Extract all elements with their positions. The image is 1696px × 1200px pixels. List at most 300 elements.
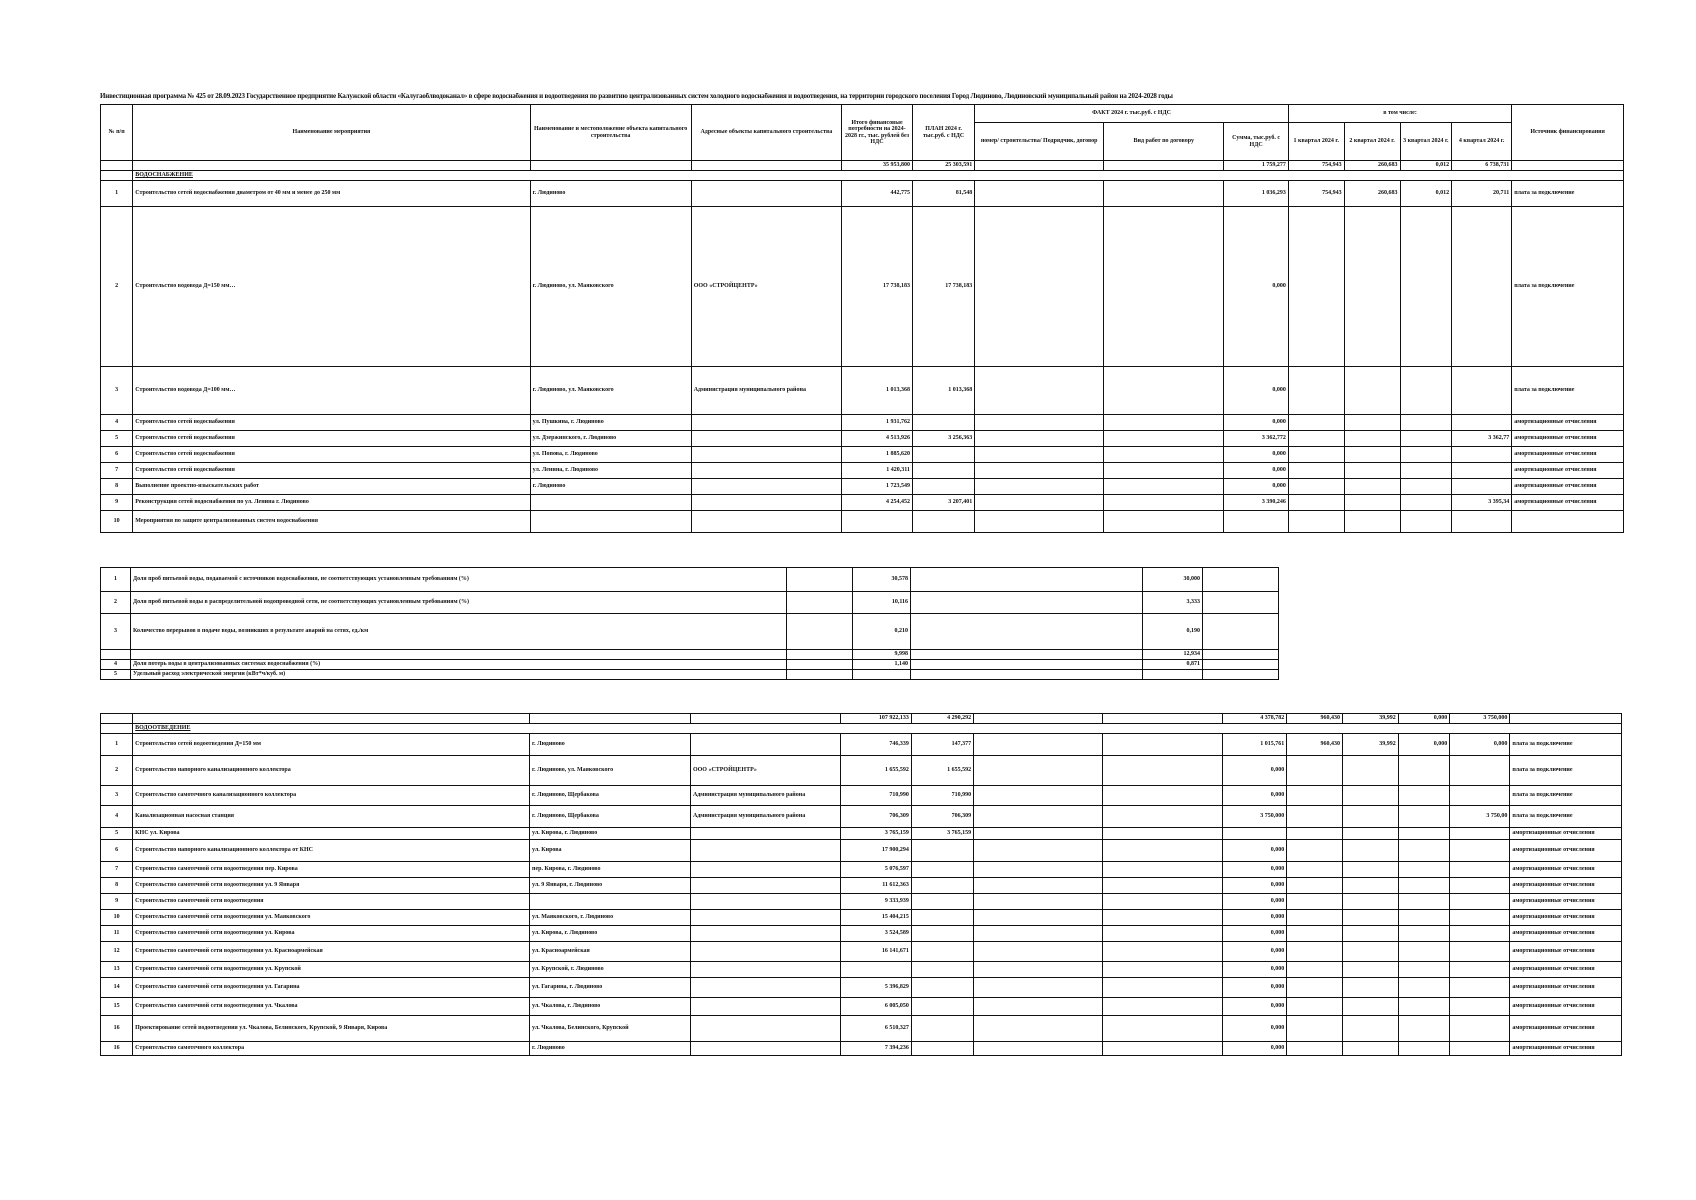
- row-q1: [1287, 910, 1343, 926]
- row-num: 8: [101, 878, 133, 894]
- row-contractor: [691, 511, 841, 533]
- row-q2: [1343, 978, 1399, 998]
- row-fact-work: [1102, 828, 1222, 840]
- row-name: Строительство самотечной сети водоотведения ул. Кирова: [133, 926, 530, 942]
- row-fact-sum: 0,000: [1222, 756, 1286, 786]
- col-fact-work: Вид работ по договору: [1104, 123, 1224, 161]
- row-q4: [1452, 463, 1512, 479]
- row-contractor: ООО «СТРОЙЦЕНТР»: [691, 207, 841, 367]
- row-q1: [1287, 942, 1343, 962]
- row-source: плата за подключение: [1510, 806, 1622, 828]
- row-total: 5 076,597: [841, 862, 912, 878]
- row-fact-work: [1102, 756, 1222, 786]
- totals-name: [133, 161, 530, 171]
- indicator-plan: [853, 669, 911, 679]
- row-contractor: [690, 998, 840, 1016]
- row-location: г. Людиново, ул. Маяковского: [530, 207, 691, 367]
- row-fact-sum: 0,000: [1222, 998, 1286, 1016]
- row-q2: [1343, 962, 1399, 978]
- row-fact-work: [1102, 878, 1222, 894]
- indicator-num: 1: [101, 568, 131, 592]
- row-num: 10: [101, 511, 133, 533]
- row-q2: [1344, 511, 1400, 533]
- indicator-blank-3: [1203, 659, 1279, 669]
- row-total: 5 396,829: [841, 978, 912, 998]
- row-q1: [1287, 1042, 1343, 1056]
- table-row: [101, 1042, 1622, 1056]
- row-q1: [1287, 828, 1343, 840]
- row-q4: [1452, 447, 1512, 463]
- row-q1: [1288, 479, 1344, 495]
- row-source: амортизационные отчисления: [1512, 479, 1624, 495]
- col-location: Наименование и местоположение объекта капитального строительства: [530, 105, 691, 161]
- table-row: [101, 415, 1624, 431]
- row-fact-contract: [975, 447, 1104, 463]
- row-fact-sum: 0,000: [1222, 910, 1286, 926]
- indicator-name: Доля проб питьевой воды в распределительной водопроводной сети, не соответствующих установленным требованиям (%): [131, 592, 787, 614]
- row-q3: [1398, 942, 1449, 962]
- row-q3: [1400, 495, 1452, 511]
- row-q2: [1343, 756, 1399, 786]
- row-fact-contract: [975, 415, 1104, 431]
- row-contractor: [691, 463, 841, 479]
- row-source: амортизационные отчисления: [1510, 910, 1622, 926]
- sewer-table: [100, 713, 1622, 1056]
- table-row: [101, 806, 1622, 828]
- totals-fact-contract: [975, 161, 1104, 171]
- row-q2: [1344, 367, 1400, 415]
- row-fact-work: [1102, 734, 1222, 756]
- row-fact-sum: 0,000: [1222, 1016, 1286, 1042]
- row-q3: [1398, 786, 1449, 806]
- row-fact-contract: [975, 495, 1104, 511]
- row-fact-sum: [1224, 511, 1288, 533]
- indicator-fact: 30,000: [1143, 568, 1203, 592]
- row-location: г. Людиново, Щербакова: [530, 806, 691, 828]
- row-q1: [1288, 207, 1344, 367]
- col-contractor: Адресные объекты капитального строительства: [691, 105, 841, 161]
- row-fact-contract: [975, 431, 1104, 447]
- row-q2: [1343, 878, 1399, 894]
- row-q4: [1452, 511, 1512, 533]
- row-contractor: [691, 431, 841, 447]
- row-source: амортизационные отчисления: [1510, 862, 1622, 878]
- row-q1: [1288, 447, 1344, 463]
- row-num: 2: [101, 756, 133, 786]
- row-name: Строительство сетей водоотведения Д=150 мм: [133, 734, 530, 756]
- totals-location: [530, 714, 691, 724]
- row-fact-work: [1102, 962, 1222, 978]
- row-source: плата за подключение: [1512, 181, 1624, 207]
- row-contractor: Администрация муниципального района: [690, 786, 840, 806]
- row-num: 2: [101, 207, 133, 367]
- row-location: ул. Крупской, г. Людиново: [530, 962, 691, 978]
- indicator-plan: 1,140: [853, 659, 911, 669]
- row-fact-work: [1104, 511, 1224, 533]
- row-q3: [1400, 511, 1452, 533]
- row-plan: [912, 511, 974, 533]
- row-num: 1: [101, 181, 133, 207]
- indicator-blank-3: [1203, 568, 1279, 592]
- row-location: пер. Кирова, г. Людиново: [530, 862, 691, 878]
- row-q2: [1343, 1016, 1399, 1042]
- row-name: Строительство самотечной сети водоотведения ул. 9 Января: [133, 878, 530, 894]
- row-plan: [911, 894, 973, 910]
- row-q1: [1287, 998, 1343, 1016]
- totals-q3: 0,000: [1398, 714, 1449, 724]
- row-plan: [911, 1016, 973, 1042]
- indicator-num: 2: [101, 592, 131, 614]
- row-fact-sum: 0,000: [1222, 786, 1286, 806]
- totals-contractor: [690, 714, 840, 724]
- row-name: Строительство самотечной сети водоотведения ул. Красноармейская: [133, 942, 530, 962]
- row-num: 16: [101, 1016, 133, 1042]
- row-total: 6 005,050: [841, 998, 912, 1016]
- row-source: амортизационные отчисления: [1512, 415, 1624, 431]
- row-q3: [1398, 828, 1449, 840]
- row-q3: [1400, 447, 1452, 463]
- totals-fact-contract: [974, 714, 1103, 724]
- totals-fact-work: [1104, 161, 1224, 171]
- row-name: Проектирование сетей водоотведения ул. Чкалова, Белинского, Крупской, 9 Января, Кирова: [133, 1016, 530, 1042]
- row-fact-contract: [975, 367, 1104, 415]
- table-row: [101, 998, 1622, 1016]
- row-contractor: [690, 1016, 840, 1042]
- table-row: [101, 978, 1622, 998]
- row-num: 7: [101, 862, 133, 878]
- row-q1: [1288, 415, 1344, 431]
- totals-q1: 960,430: [1287, 714, 1343, 724]
- indicator-blank-3: [1203, 614, 1279, 650]
- row-plan: [911, 1042, 973, 1056]
- row-location: г. Людиново: [530, 734, 691, 756]
- row-fact-work: [1104, 431, 1224, 447]
- row-contractor: Администрация муниципального района: [691, 367, 841, 415]
- row-num: 4: [101, 806, 133, 828]
- row-fact-work: [1102, 942, 1222, 962]
- indicator-num: [101, 650, 131, 660]
- totals-q1: 754,943: [1288, 161, 1344, 171]
- row-num: 12: [101, 942, 133, 962]
- row-q4: [1450, 756, 1510, 786]
- totals-q3: 0,012: [1400, 161, 1452, 171]
- row-q3: [1400, 479, 1452, 495]
- indicator-blank-2: [911, 669, 1143, 679]
- row-source: амортизационные отчисления: [1510, 978, 1622, 998]
- row-location: ул. Попова, г. Людиново: [530, 447, 691, 463]
- row-q4: [1450, 978, 1510, 998]
- row-total: 746,339: [841, 734, 912, 756]
- table-row: [101, 367, 1624, 415]
- totals-contractor: [691, 161, 841, 171]
- col-quarters-group: в том числе:: [1288, 105, 1511, 123]
- totals-source: [1510, 714, 1622, 724]
- row-q4: [1450, 828, 1510, 840]
- row-contractor: Администрация муниципального района: [690, 806, 840, 828]
- row-fact-sum: 0,000: [1224, 415, 1288, 431]
- row-source: амортизационные отчисления: [1510, 942, 1622, 962]
- section-num: [101, 171, 133, 181]
- indicator-plan: 10,116: [853, 592, 911, 614]
- row-plan: 1 655,592: [911, 756, 973, 786]
- row-source: плата за подключение: [1512, 367, 1624, 415]
- indicator-fact: 12,934: [1143, 650, 1203, 660]
- row-location: г. Людиново: [530, 1042, 691, 1056]
- row-fact-work: [1104, 479, 1224, 495]
- row-fact-sum: 0,000: [1222, 926, 1286, 942]
- row-fact-sum: 0,000: [1222, 1042, 1286, 1056]
- row-q3: [1398, 1042, 1449, 1056]
- row-fact-work: [1104, 447, 1224, 463]
- indicator-row: [101, 568, 1279, 592]
- table-row: [101, 479, 1624, 495]
- section-title-row: [101, 171, 1624, 181]
- row-fact-contract: [974, 894, 1103, 910]
- row-q2: [1343, 942, 1399, 962]
- row-fact-work: [1102, 1042, 1222, 1056]
- row-q1: [1287, 962, 1343, 978]
- indicator-blank-3: [1203, 650, 1279, 660]
- row-contractor: ООО «СТРОЙЦЕНТР»: [690, 756, 840, 786]
- row-q3: [1400, 207, 1452, 367]
- row-contractor: [690, 878, 840, 894]
- row-plan: [912, 415, 974, 431]
- row-plan: [912, 463, 974, 479]
- row-q3: [1398, 926, 1449, 942]
- row-plan: 3 256,363: [912, 431, 974, 447]
- row-q2: [1343, 926, 1399, 942]
- row-location: ул. Чкалова, г. Людиново: [530, 998, 691, 1016]
- row-fact-contract: [974, 926, 1103, 942]
- row-location: г. Людиново: [530, 479, 691, 495]
- row-fact-sum: 0,000: [1224, 447, 1288, 463]
- row-num: 3: [101, 786, 133, 806]
- indicator-blank-1: [787, 614, 853, 650]
- row-location: [530, 511, 691, 533]
- totals-q4: 6 738,731: [1452, 161, 1512, 171]
- row-name: Строительство сетей водоснабжения диаметром от 40 мм и менее до 250 мм: [133, 181, 530, 207]
- row-q2: [1343, 840, 1399, 862]
- row-q1: [1288, 367, 1344, 415]
- table-row: [101, 910, 1622, 926]
- row-fact-work: [1102, 1016, 1222, 1042]
- row-q4: 3 395,34: [1452, 495, 1512, 511]
- row-source: амортизационные отчисления: [1512, 431, 1624, 447]
- row-num: 6: [101, 447, 133, 463]
- totals-total: 107 922,133: [841, 714, 912, 724]
- row-q2: [1344, 495, 1400, 511]
- row-fact-sum: 3 750,000: [1222, 806, 1286, 828]
- row-fact-sum: 1 036,293: [1224, 181, 1288, 207]
- row-plan: [911, 862, 973, 878]
- row-fact-contract: [974, 806, 1103, 828]
- row-q3: [1398, 1016, 1449, 1042]
- row-q4: [1450, 1042, 1510, 1056]
- row-name: Канализационная насосная станция: [133, 806, 530, 828]
- row-total: 1 655,592: [841, 756, 912, 786]
- table-row: [101, 431, 1624, 447]
- row-contractor: [690, 910, 840, 926]
- section-title: ВОДОСНАБЖЕНИЕ: [133, 171, 1624, 181]
- row-fact-sum: [1222, 828, 1286, 840]
- row-name: Выполнение проектно-изыскательских работ: [133, 479, 530, 495]
- row-q4: [1450, 1016, 1510, 1042]
- row-total: [842, 511, 913, 533]
- indicator-fact: [1143, 669, 1203, 679]
- row-total: 1 723,549: [842, 479, 913, 495]
- row-num: 6: [101, 840, 133, 862]
- row-contractor: [691, 495, 841, 511]
- row-total: 1 420,311: [842, 463, 913, 479]
- row-source: амортизационные отчисления: [1510, 878, 1622, 894]
- row-total: 17 900,294: [841, 840, 912, 862]
- col-q3: 3 квартал 2024 г.: [1400, 123, 1452, 161]
- table-row: [101, 926, 1622, 942]
- table-row: [101, 181, 1624, 207]
- table-row: [101, 840, 1622, 862]
- row-q1: [1287, 878, 1343, 894]
- totals-q2: 39,992: [1343, 714, 1399, 724]
- indicator-name: [131, 650, 787, 660]
- row-location: ул. Пушкина, г. Людиново: [530, 415, 691, 431]
- row-q2: [1343, 910, 1399, 926]
- row-q4: 20,711: [1452, 181, 1512, 207]
- row-q2: [1343, 806, 1399, 828]
- row-q3: [1398, 806, 1449, 828]
- row-q4: [1452, 415, 1512, 431]
- col-plan: ПЛАН 2024 г. тыс.руб. с НДС: [912, 105, 974, 161]
- row-source: амортизационные отчисления: [1510, 926, 1622, 942]
- indicator-name: Доля потерь воды в централизованных системах водоснабжения (%): [131, 659, 787, 669]
- row-location: г. Людиново, ул. Маяковского: [530, 756, 691, 786]
- row-total: 4 513,926: [842, 431, 913, 447]
- row-source: амортизационные отчисления: [1510, 998, 1622, 1016]
- row-q1: [1288, 495, 1344, 511]
- row-name: Строительство напорного канализационного коллектора: [133, 756, 530, 786]
- row-plan: 147,377: [911, 734, 973, 756]
- indicator-fact: 0,871: [1143, 659, 1203, 669]
- totals-source: [1512, 161, 1624, 171]
- row-plan: 710,990: [911, 786, 973, 806]
- totals-num: [101, 714, 133, 724]
- row-fact-contract: [975, 479, 1104, 495]
- totals-location: [530, 161, 691, 171]
- row-fact-contract: [974, 840, 1103, 862]
- row-source: амортизационные отчисления: [1512, 495, 1624, 511]
- col-fact-group: ФАКТ 2024 г. тыс.руб. с НДС: [975, 105, 1289, 123]
- indicator-num: 3: [101, 614, 131, 650]
- row-contractor: [691, 415, 841, 431]
- table-row: [101, 463, 1624, 479]
- table-row: [101, 878, 1622, 894]
- row-plan: [912, 447, 974, 463]
- row-q3: [1398, 894, 1449, 910]
- indicator-blank-1: [787, 592, 853, 614]
- row-total: 710,990: [841, 786, 912, 806]
- col-num: № п/п: [101, 105, 133, 161]
- indicator-plan: 30,578: [853, 568, 911, 592]
- row-location: ул. Ленина, г. Людиново: [530, 463, 691, 479]
- table-row: [101, 894, 1622, 910]
- row-fact-sum: 0,000: [1222, 942, 1286, 962]
- totals-fact-sum: 1 759,277: [1224, 161, 1288, 171]
- row-q3: [1398, 862, 1449, 878]
- row-source: амортизационные отчисления: [1510, 828, 1622, 840]
- indicator-blank-2: [911, 592, 1143, 614]
- row-plan: 1 013,368: [912, 367, 974, 415]
- indicator-row: [101, 592, 1279, 614]
- row-fact-work: [1102, 978, 1222, 998]
- row-location: ул. Кирова, г. Людиново: [530, 926, 691, 942]
- row-q1: [1287, 894, 1343, 910]
- row-fact-work: [1102, 894, 1222, 910]
- row-name: Строительство сетей водоснабжения: [133, 431, 530, 447]
- row-plan: [911, 962, 973, 978]
- row-contractor: [690, 978, 840, 998]
- row-fact-work: [1104, 207, 1224, 367]
- indicator-num: 4: [101, 659, 131, 669]
- row-location: ул. Гагарина, г. Людиново: [530, 978, 691, 998]
- row-plan: [911, 942, 973, 962]
- row-plan: 81,548: [912, 181, 974, 207]
- row-name: Строительство самотечного канализационного коллектора: [133, 786, 530, 806]
- row-q1: [1287, 1016, 1343, 1042]
- row-q2: [1344, 431, 1400, 447]
- row-name: Строительство самотечной сети водоотведения ул. Гагарина: [133, 978, 530, 998]
- row-q3: [1400, 431, 1452, 447]
- row-fact-sum: 0,000: [1224, 463, 1288, 479]
- row-q1: 960,430: [1287, 734, 1343, 756]
- row-q3: 0,012: [1400, 181, 1452, 207]
- row-name: Строительство водовода Д=100 мм…: [133, 367, 530, 415]
- row-q1: [1287, 806, 1343, 828]
- totals-fact-work: [1102, 714, 1222, 724]
- row-q2: [1343, 1042, 1399, 1056]
- indicator-blank-1: [787, 659, 853, 669]
- indicator-row: [101, 669, 1279, 679]
- row-q4: [1450, 942, 1510, 962]
- row-q2: [1344, 447, 1400, 463]
- indicator-blank-3: [1203, 669, 1279, 679]
- row-total: 4 254,452: [842, 495, 913, 511]
- row-q2: 260,683: [1344, 181, 1400, 207]
- row-q2: [1343, 786, 1399, 806]
- row-plan: 17 738,183: [912, 207, 974, 367]
- row-plan: [911, 978, 973, 998]
- row-name: Строительство самотечного коллектора: [133, 1042, 530, 1056]
- row-location: ул. Дзержинского, г. Людиново: [530, 431, 691, 447]
- row-plan: [911, 910, 973, 926]
- row-num: 9: [101, 894, 133, 910]
- row-q2: [1343, 862, 1399, 878]
- row-name: Строительство самотечной сети водоотведения ул. Чкалова: [133, 998, 530, 1016]
- row-total: 7 394,236: [841, 1042, 912, 1056]
- row-fact-sum: 0,000: [1222, 862, 1286, 878]
- indicator-row: [101, 659, 1279, 669]
- row-location: [530, 894, 691, 910]
- row-source: амортизационные отчисления: [1510, 840, 1622, 862]
- row-q4: [1450, 786, 1510, 806]
- row-contractor: [691, 181, 841, 207]
- row-source: плата за подключение: [1510, 786, 1622, 806]
- row-name: Мероприятия по защите централизованных систем водоснабжения: [133, 511, 530, 533]
- totals-plan: 25 303,591: [912, 161, 974, 171]
- row-num: 8: [101, 479, 133, 495]
- totals-name: [133, 714, 530, 724]
- indicator-blank-1: [787, 568, 853, 592]
- row-fact-work: [1102, 786, 1222, 806]
- row-num: 15: [101, 998, 133, 1016]
